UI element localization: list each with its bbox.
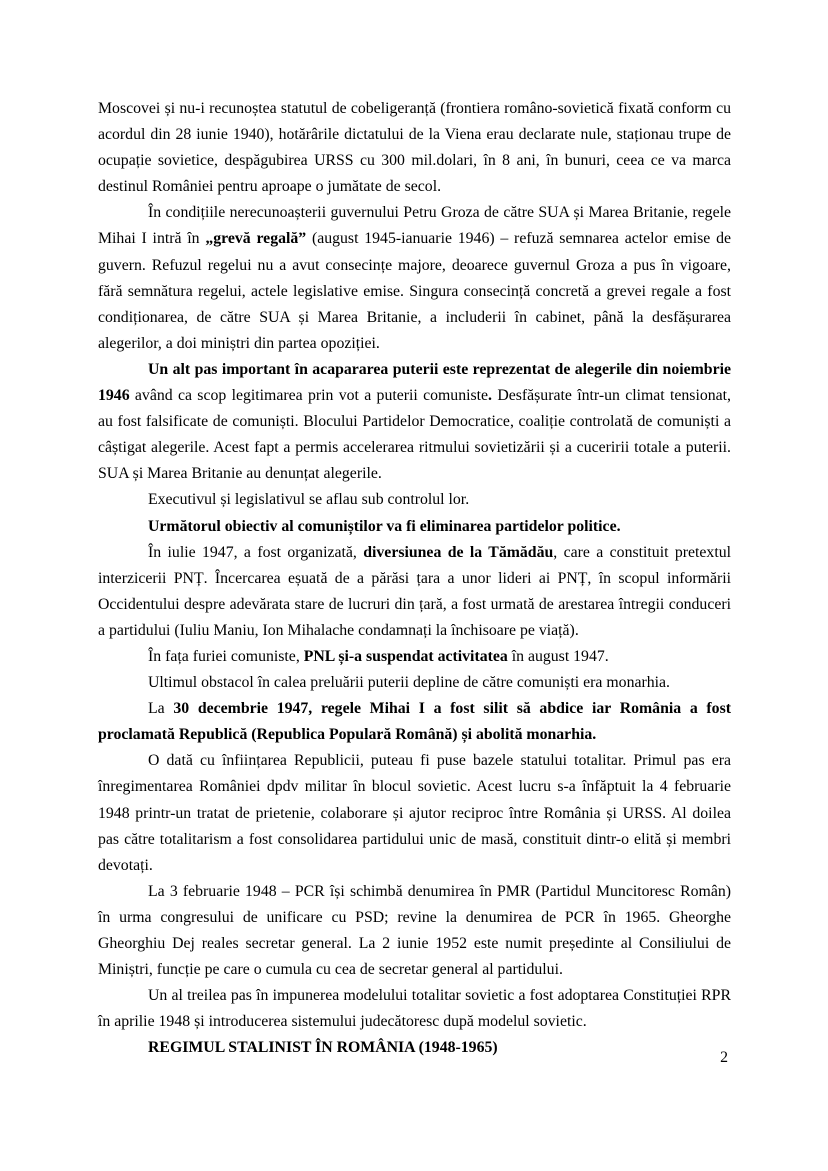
paragraph <box>98 879 731 983</box>
bold-text-run: REGIMUL STALINIST ÎN ROMÂNIA (1948-1965) <box>148 1039 498 1057</box>
text-run: Moscovei și nu-i recunoștea statutul de cobeligeranță (frontiera româno-sovietică fixată conform cu acordul din 28 iunie 1940), hotărârile dictatului de la Viena erau declarate nule, staționau trupe de ocupație sovietice, despăgubirea URSS cu 300 mil.dolari, în 8 ani, în bunuri, ceea ce va marca destinul României pentru aproape o jumătate de secol. <box>98 100 731 196</box>
text-run: (august 1945-ianuarie 1946) – refuză semnarea actelor emise de guvern. Refuzul regelui nu a avut consecințe majore, deoarece guvernul Groza a pus în vigoare, fără semnătura regelui, actele legislative emise. Singura consecință concretă a grevei regale a fost condiționarea, de către SUA și Marea Britanie, a includerii în cabinet, până la desfășurarea alegerilor, a doi miniștri din partea opoziției. <box>98 230 731 352</box>
text-run: Ultimul obstacol în calea preluării puterii depline de către comuniști era monarhia. <box>148 674 670 692</box>
text-run: În condițiile nerecunoașterii guvernului Petru Groza de către SUA și Marea Britanie, regele Mihai I intră în <box>98 204 731 248</box>
text-run: În iulie 1947, a fost organizată, <box>148 543 364 561</box>
paragraph <box>98 487 731 513</box>
page-number: 2 <box>720 1049 728 1066</box>
paragraph <box>98 748 731 878</box>
text-run: având ca scop legitimarea prin vot a puterii comuniste <box>129 387 489 405</box>
paragraph <box>98 357 731 487</box>
text-run: Executivul și legislativul se aflau sub controlul lor. <box>148 491 470 509</box>
bold-text-run: 30 decembrie 1947, regele Mihai I a fost silit să abdice iar România a fost proclamată Republică (Republica Populară Română) și abolită monarhia. <box>98 700 731 744</box>
paragraph <box>98 983 731 1035</box>
bold-text-run: diversiunea de la Tămădău <box>363 543 554 561</box>
text-run: În fața furiei comuniste, <box>148 647 304 665</box>
paragraph <box>98 514 731 540</box>
paragraph <box>98 200 731 357</box>
text-run: în august 1947. <box>507 647 609 665</box>
paragraph <box>98 96 731 200</box>
paragraph <box>98 540 731 644</box>
text-run: La <box>148 700 174 718</box>
bold-text-run: PNL și-a suspendat activitatea <box>303 647 508 665</box>
bold-text-run: Un alt pas important în acapararea puterii este reprezentat de alegerile din noiembrie 1946 <box>98 360 731 405</box>
document-content <box>98 96 731 1061</box>
bold-text-run: . <box>488 387 492 405</box>
text-run: , care a constituit pretextul interzicerii PNȚ. Încercarea eșuată de a părăsi țara a unor lideri ai PNȚ, în scopul informării Occidentului despre adevărata stare de lucruri din țară, a fost urmată de arestarea întregii conduceri a partidului (Iuliu Maniu, Ion Mihalache condamnați la închisoare pe viață). <box>98 543 731 639</box>
paragraph <box>98 1035 731 1061</box>
text-run: Desfășurate într-un climat tensionat, au fost falsificate de comuniști. Blocului Partidelor Democratice, coaliție controlată de comuniști a câștigat alegerile. Acest fapt a permis accelerarea ritmului sovietizării și a cuceririi totale a puterii. SUA și Marea Britanie au denunțat alegerile. <box>98 387 731 483</box>
bold-text-run: Următorul obiectiv al comuniștilor va fi eliminarea partidelor politice. <box>148 517 621 535</box>
paragraph <box>98 644 731 670</box>
text-run: O dată cu înființarea Republicii, puteau fi puse bazele statului totalitar. Primul pas era înregimentarea României dpdv militar în blocul sovietic. Acest lucru s-a înfăptuit la 4 februarie 1948 printr-un tratat de prietenie, colaborare și ajutor reciproc între România și URSS. Al doilea pas către totalitarism a fost consolidarea partidului unic de masă, constituit dintr-o elită și membri devotați. <box>98 752 731 874</box>
paragraph <box>98 696 731 748</box>
bold-text-run: „grevă regală” <box>205 230 307 248</box>
text-run: Un al treilea pas în impunerea modelului totalitar sovietic a fost adoptarea Constituției RPR în aprilie 1948 și introducerea sistemului judecătoresc după modelul sovietic. <box>98 987 731 1031</box>
paragraph <box>98 670 731 696</box>
text-run: La 3 februarie 1948 – PCR își schimbă denumirea în PMR (Partidul Muncitoresc Român) în urma congresului de unificare cu PSD; revine la denumirea de PCR în 1965. Gheorghe Gheorghiu Dej reales secretar general. La 2 iunie 1952 este numit președinte al Consiliului de Miniștri, funcție pe care o cumula cu cea de secretar general al partidului. <box>98 882 731 979</box>
